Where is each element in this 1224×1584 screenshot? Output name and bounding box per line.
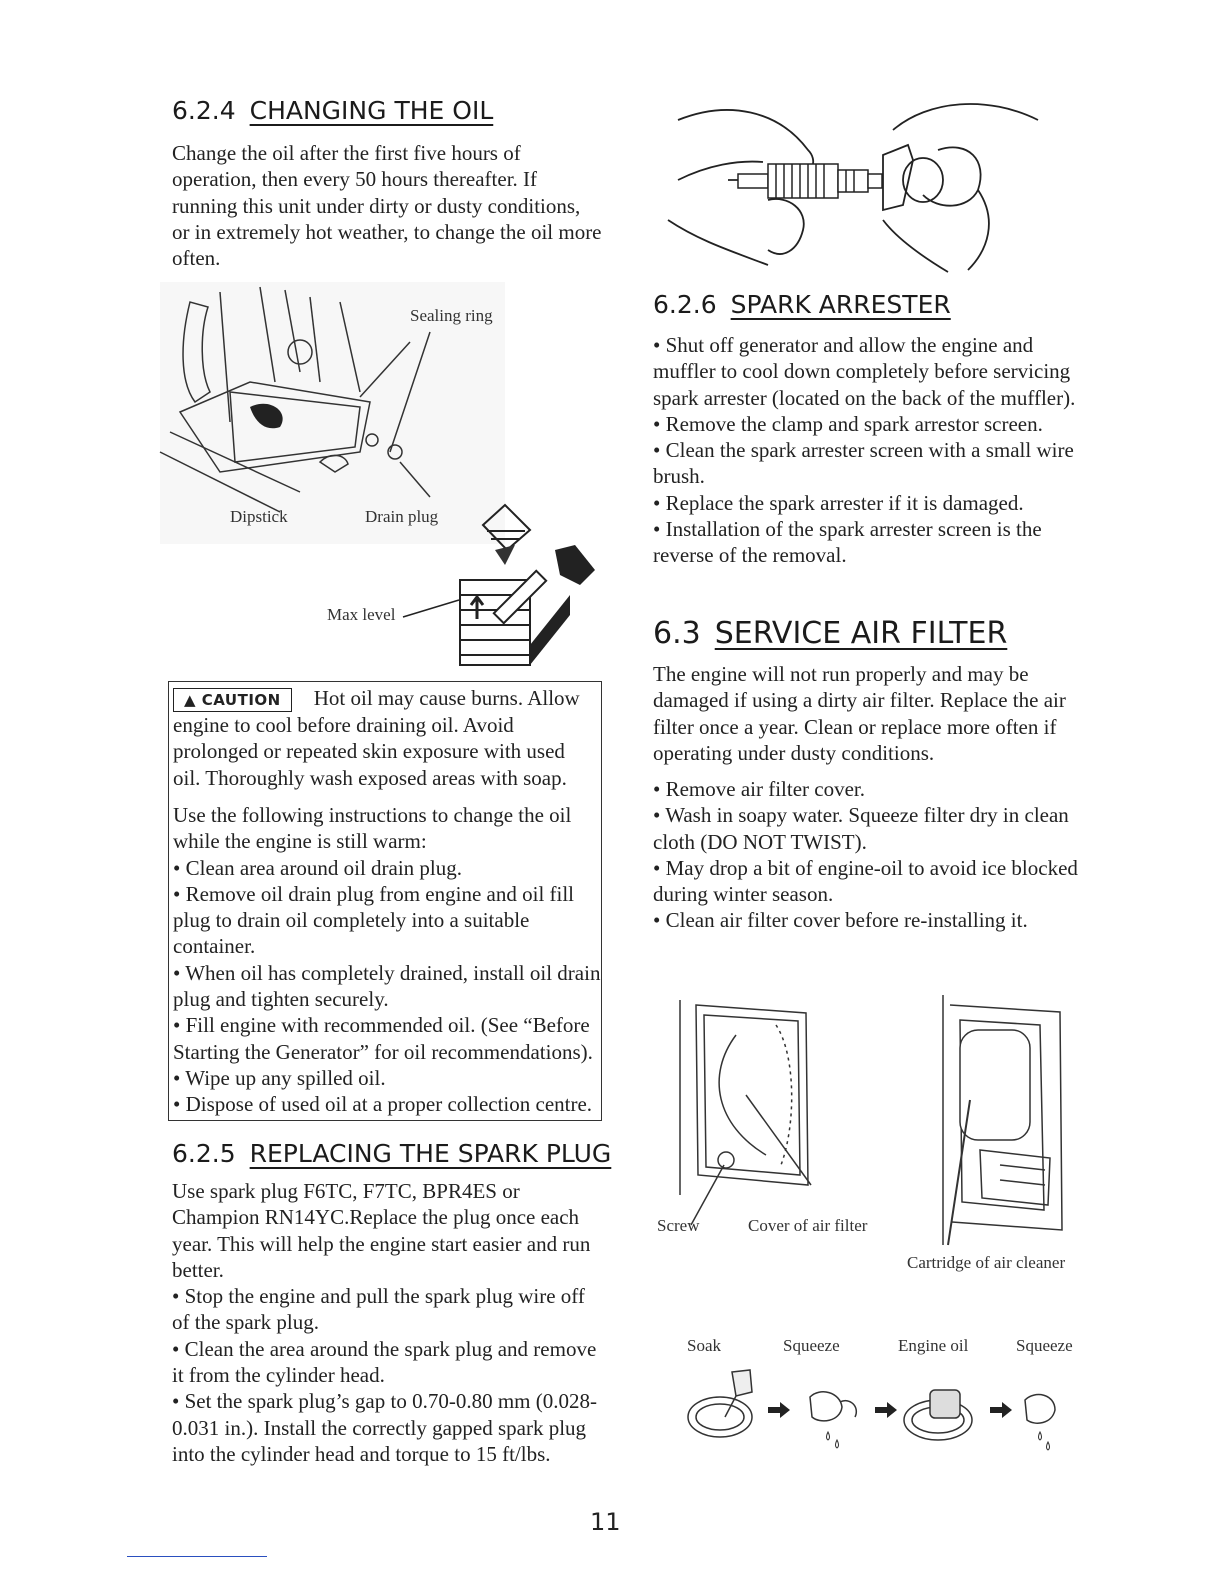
air-filter-paragraph: The engine will not run properly and may be damaged if using a dirty air filter. Replace the air filter once a year. Clean or replace more often if operating under dusty conditions. xyxy=(653,662,1066,765)
air-filter-step: • May drop a bit of engine-oil to avoid ice blocked during winter season. xyxy=(653,855,1078,907)
page-number: 11 xyxy=(590,1508,621,1536)
caution-step: • Remove oil drain plug from engine and oil fill plug to drain oil completely into a suitable container. xyxy=(173,881,575,959)
section-heading-6-2-6: 6.2.6 SPARK ARRESTER xyxy=(653,290,951,319)
label-screw: Screw xyxy=(657,1216,700,1235)
air-filter-step: • Wash in soapy water. Squeeze filter dry in clean cloth (DO NOT TWIST). xyxy=(653,803,1069,854)
caution-box xyxy=(168,681,602,1121)
spark-arrester-step: • Replace the spark arrester if it is damaged. xyxy=(653,490,1024,515)
caution-warning: ▲ CAUTION Hot oil may cause burns. Allow engine to cool before draining oil. Avoid prolonged or repeated skin exposure with used oil. Thoroughly wash exposed areas with soap. xyxy=(173,686,580,790)
caution-step: • Wipe up any spilled oil. xyxy=(173,1065,386,1090)
air-filter-cover-illustration xyxy=(676,995,816,1220)
spark-arrester-step: • Clean the spark arrester screen with a small wire brush. xyxy=(653,438,1074,489)
air-cleaner-cartridge-illustration xyxy=(940,990,1065,1250)
caution-step: • Fill engine with recommended oil. (See “Before Starting the Generator” for oil recommendations). xyxy=(173,1013,593,1064)
process-label-squeeze-2: Squeeze xyxy=(1016,1336,1073,1355)
air-filter-step: • Clean air filter cover before re-installing it. xyxy=(653,908,1028,933)
section-heading-6-2-4: 6.2.4 CHANGING THE OIL xyxy=(172,96,494,125)
caution-step: • Dispose of used oil at a proper collection centre. xyxy=(173,1092,593,1117)
caution-badge: ▲ CAUTION xyxy=(173,688,292,712)
air-filter-step: • Remove air filter cover. xyxy=(653,777,866,801)
spark-plug-step: • Stop the engine and pull the spark plug wire off of the spark plug. xyxy=(172,1284,585,1335)
changing-oil-paragraph: Change the oil after the first five hours of operation, then every 50 hours thereafter. If running this unit under dirty or dusty conditions, or in extremely hot weather, to change the oil more often. xyxy=(172,141,602,271)
section-heading-6-3: 6.3 SERVICE AIR FILTER xyxy=(653,616,1008,651)
oil-fill-level-illustration xyxy=(395,495,610,670)
label-cartridge-of-air-cleaner: Cartridge of air cleaner xyxy=(907,1253,1066,1272)
spark-plug-illustration xyxy=(668,100,1048,275)
process-label-squeeze: Squeeze xyxy=(783,1336,840,1355)
section-heading-6-2-5: 6.2.5 REPLACING THE SPARK PLUG xyxy=(172,1139,612,1168)
label-cover-of-air-filter: Cover of air filter xyxy=(748,1216,868,1235)
spark-arrester-step: • Remove the clamp and spark arrestor screen. xyxy=(653,411,1043,436)
spark-arrester-step: • Installation of the spark arrester screen is the reverse of the removal. xyxy=(653,517,1042,568)
spark-arrester-paragraph xyxy=(653,332,1085,569)
spark-arrester-step: • Shut off generator and allow the engine and muffler to cool down completely before servicing spark arrester (located on the back of the muffler). xyxy=(653,333,1076,410)
label-dipstick: Dipstick xyxy=(230,507,288,526)
spark-plug-step: • Set the spark plug’s gap to 0.70-0.80 mm (0.028-0.031 in.). Install the correctly gapped spark plug into the cylinder head and torque to 15 ft/lbs. xyxy=(172,1389,597,1466)
air-filter-cleaning-process xyxy=(680,1362,1090,1462)
label-max-level: Max level xyxy=(327,605,396,624)
label-sealing-ring: Sealing ring xyxy=(410,306,493,325)
caution-instructions: Use the following instructions to change the oil while the engine is still warm: • Clean area around oil drain plug. • Remove oil drain plug from engine and oil fill plug to drain oil completely into a suitable container. • When oil has completely drained, install oil drain plug and tighten securely. • Fill engine with recommended oil. (See “Before Starting the Generator” for oil recommendations). • Wipe up any spilled oil. • Dispose of used oil at a proper collection centre. xyxy=(173,803,601,1117)
spark-plug-paragraph: Use spark plug F6TC, F7TC, BPR4ES or Champion RN14YC.Replace the plug once each year. This will help the engine start easier and run better. • Stop the engine and pull the spark plug wire off of the spark plug. • Clean the area around the spark plug and remove it from the cylinder head. • Set the spark plug’s gap to 0.70-0.80 mm (0.028-0.031 in.). Install the correctly gapped spark plug into the cylinder head and torque to 15 ft/lbs. xyxy=(172,1178,604,1467)
process-label-soak: Soak xyxy=(687,1336,721,1355)
air-filter-steps xyxy=(653,776,1085,934)
caution-step: • When oil has completely drained, install oil drain plug and tighten securely. xyxy=(173,960,601,1012)
spark-plug-step: • Clean the area around the spark plug and remove it from the cylinder head. xyxy=(172,1336,597,1388)
caution-step: • Clean area around oil drain plug. xyxy=(173,855,463,880)
footer-rule xyxy=(127,1556,267,1557)
process-label-engine-oil: Engine oil xyxy=(898,1336,969,1355)
label-drain-plug: Drain plug xyxy=(365,507,439,526)
